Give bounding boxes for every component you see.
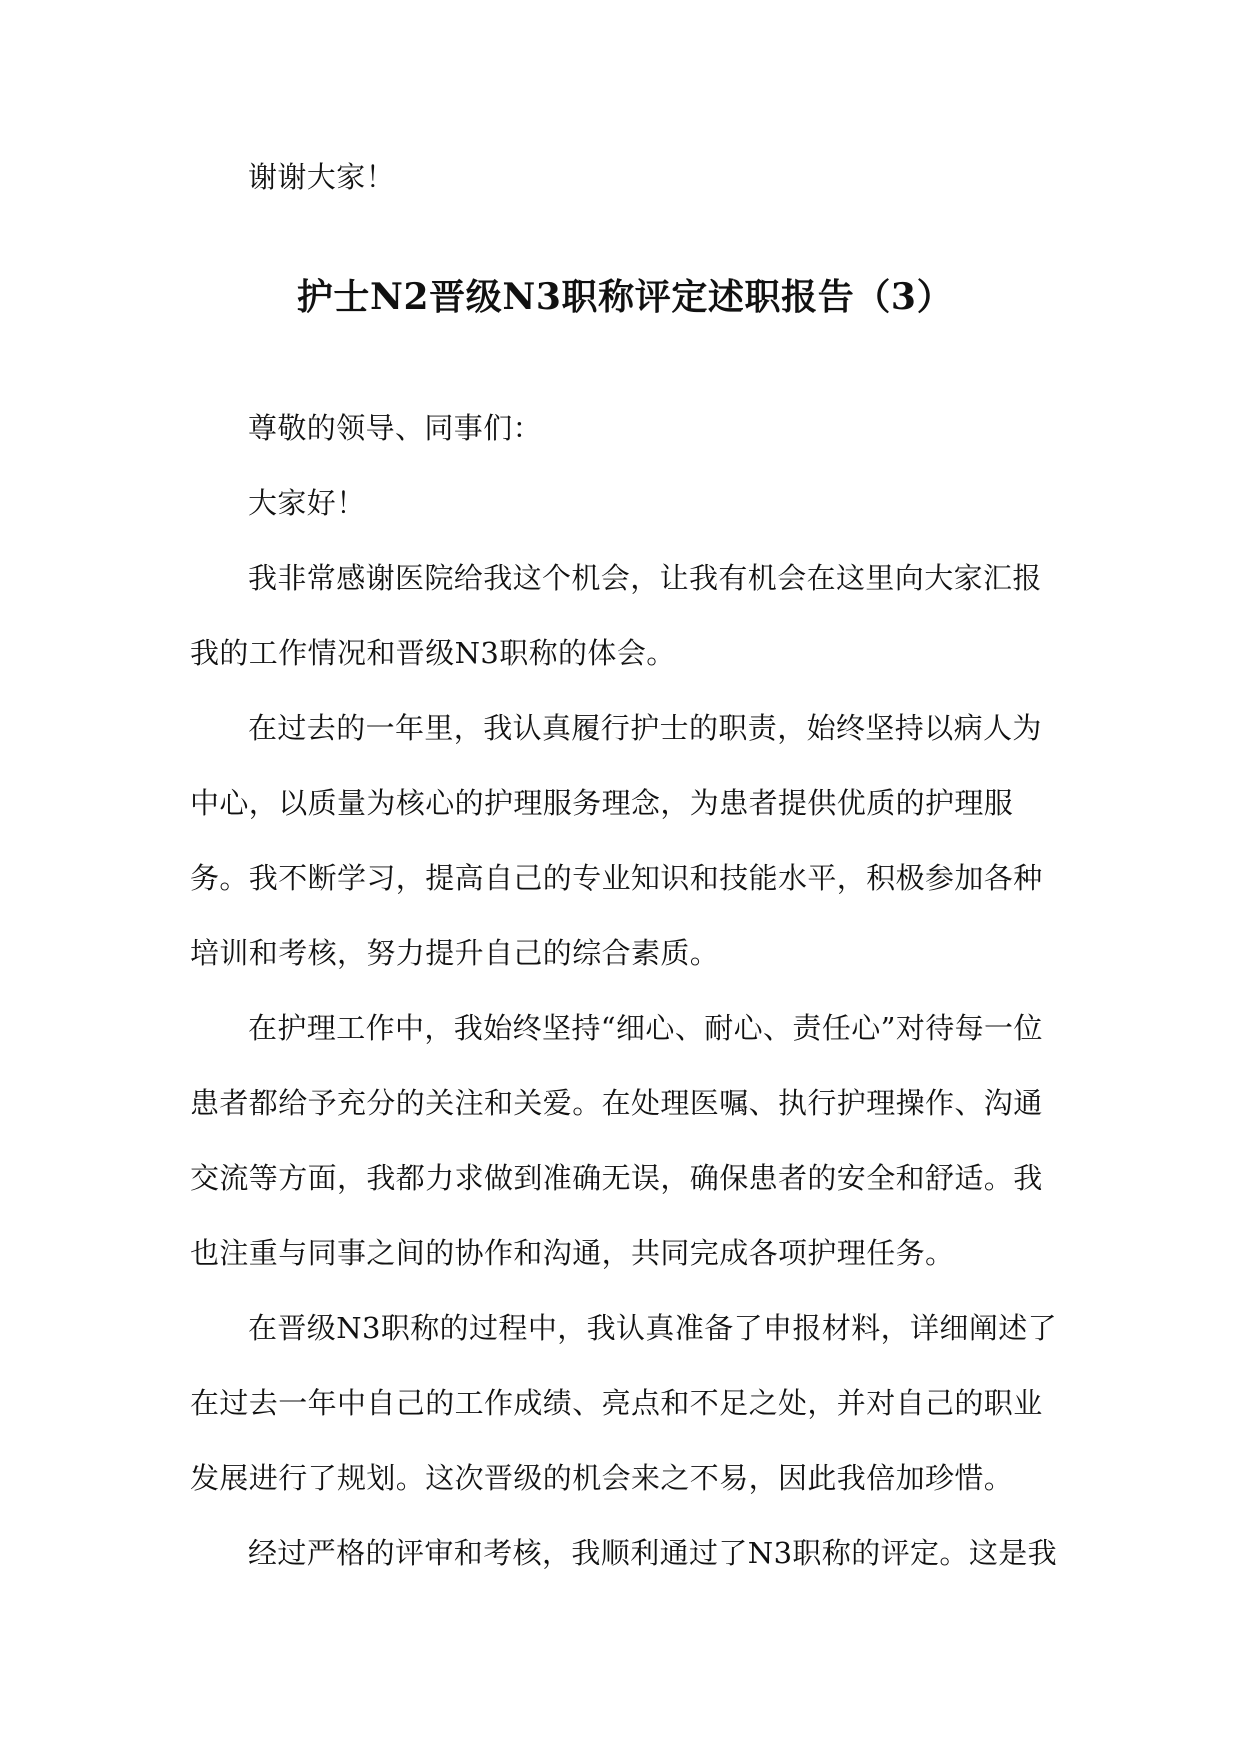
paragraph-thanks: 我非常感谢医院给我这个机会，让我有机会在这里向大家汇报我的工作情况和晋级N3职称的体会。 — [190, 561, 1042, 670]
paragraph-promotion-process: 在晋级N3职称的过程中，我认真准备了申报材料，详细阐述了在过去一年中自己的工作成绩、亮点和不足之处，并对自己的职业发展进行了规划。这次晋级的机会来之不易，因此我倍加珍惜。 — [190, 1311, 1058, 1495]
closing-line: 谢谢大家！ — [248, 160, 396, 194]
greeting: 大家好！ — [248, 486, 366, 520]
report-title: 护士N2晋级N3职称评定述职报告（3） — [296, 276, 954, 318]
salutation: 尊敬的领导、同事们： — [248, 411, 543, 445]
paragraph-evaluation-result: 经过严格的评审和考核，我顺利通过了N3职称的评定。这是我 — [248, 1536, 1058, 1570]
paragraph-duties: 在过去的一年里，我认真履行护士的职责，始终坚持以病人为中心，以质量为核心的护理服务理念，为患者提供优质的护理服务。我不断学习，提高自己的专业知识和技能水平，积极参加各种培训和考核，努力提升自己的综合素质。 — [190, 711, 1043, 970]
document-body — [190, 140, 1060, 1591]
paragraph-nursing-work: 在护理工作中，我始终坚持“细心、耐心、责任心”对待每一位患者都给予充分的关注和关爱。在处理医嘱、执行护理操作、沟通交流等方面，我都力求做到准确无误，确保患者的安全和舒适。我也注重与同事之间的协作和沟通，共同完成各项护理任务。 — [190, 1011, 1043, 1270]
